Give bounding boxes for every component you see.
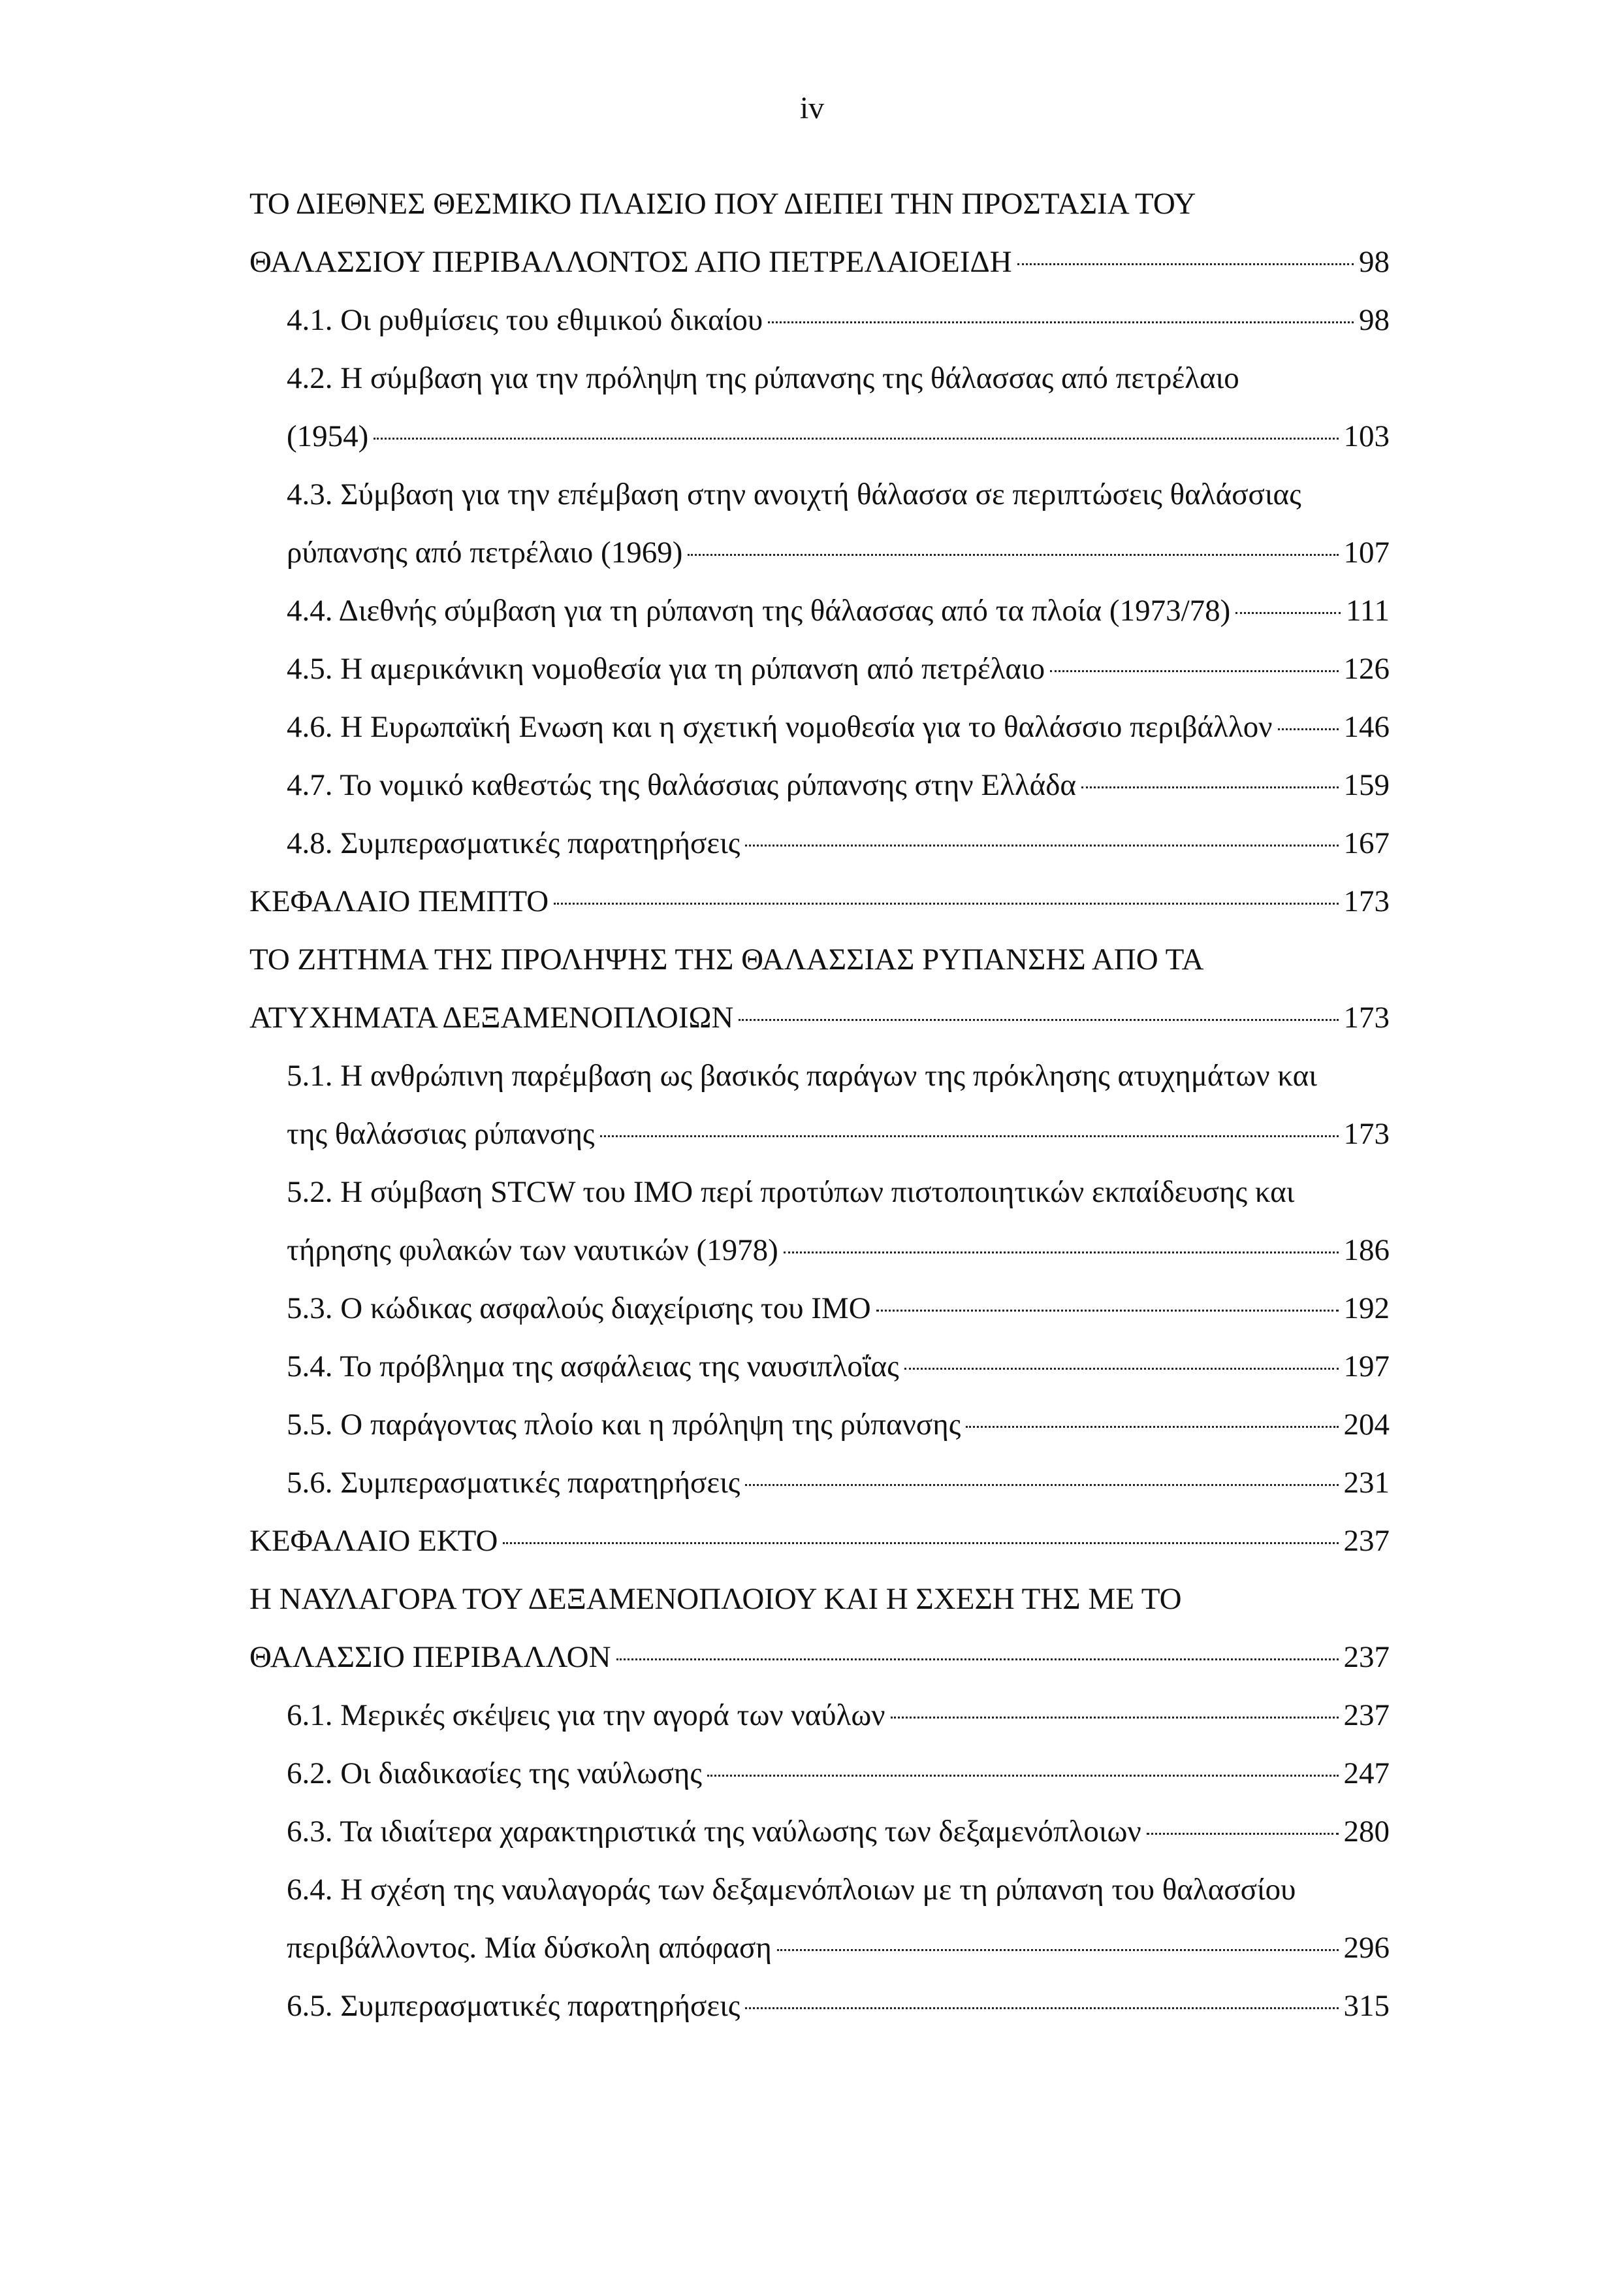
toc-line [249,291,1390,349]
toc-entry-text: 6.4. Η σχέση της ναυλαγοράς των δεξαμενόπλοιων με τη ρύπανση του θαλασσίου [287,1873,1296,1907]
toc-section-entry [249,1861,1390,1977]
dot-leader [904,1368,1339,1370]
toc-page-number: 159 [1343,768,1390,802]
toc-chapter-entry [249,873,1390,931]
toc-line [249,931,1390,989]
toc-line [249,1221,1390,1280]
dot-leader [707,1775,1339,1777]
toc-page-number: 280 [1343,1815,1390,1848]
toc-entry-text: 5.1. Η ανθρώπινη παρέμβαση ως βασικός παράγων της πρόκλησης ατυχημάτων και [287,1059,1317,1093]
toc-line [249,1163,1390,1221]
toc-entry-text: ΚΕΦΑΛΑΙΟ ΕΚΤΟ [249,1524,498,1558]
toc-page-number: 204 [1343,1408,1390,1442]
dot-leader [768,321,1354,323]
toc-entry-text: 6.1. Μερικές σκέψεις για την αγορά των ναύλων [287,1698,885,1732]
toc-page-number: 103 [1343,419,1390,453]
dot-leader [891,1717,1339,1719]
toc-line [249,1512,1390,1570]
toc-section-entry [249,291,1390,349]
toc-line [249,698,1390,756]
toc-section-entry [249,582,1390,640]
dot-leader [554,903,1338,905]
toc-entry-text: τήρησης φυλακών των ναυτικών (1978) [287,1233,778,1267]
dot-leader [876,1310,1339,1312]
dot-leader [1050,670,1338,672]
toc-page-number: 173 [1343,1117,1390,1151]
toc-page-number: 192 [1343,1291,1390,1325]
dot-leader [1278,728,1339,730]
toc-line [249,756,1390,815]
toc-section-entry [249,698,1390,756]
toc-line [249,1280,1390,1338]
toc-chapter-entry [249,1512,1390,1570]
toc-line [249,1454,1390,1512]
toc-entry-text: 5.2. Η σύμβαση STCW του IMO περί προτύπων πιστοποιητικών εκπαίδευσης και [287,1175,1295,1209]
toc-line [249,582,1390,640]
toc-page-number: 186 [1343,1233,1390,1267]
toc-line [249,873,1390,931]
toc-section-entry [249,1687,1390,1745]
toc-line [249,1919,1390,1977]
dot-leader [616,1658,1339,1660]
toc-section-entry [249,1338,1390,1396]
toc-line [249,233,1390,291]
dot-leader [745,2007,1338,2009]
toc-entry-text: της θαλάσσιας ρύπανσης [287,1117,595,1151]
toc-entry-text: Η ΝΑΥΛΑΓΟΡΑ ΤΟΥ ΔΕΞΑΜΕΝΟΠΛΟΙΟΥ ΚΑΙ Η ΣΧΕΣΗ ΤΗΣ ΜΕ ΤΟ [249,1582,1182,1616]
toc-entry-text: 4.3. Σύμβαση για την επέμβαση στην ανοιχτή θάλασσα σε περιπτώσεις θαλάσσιας [287,477,1301,511]
toc-line [249,640,1390,698]
toc-section-entry [249,1163,1390,1280]
toc-entry-text: 4.1. Οι ρυθμίσεις του εθιμικού δικαίου [287,303,763,337]
toc-page-number: 197 [1343,1349,1390,1383]
dot-leader [1235,612,1341,614]
dot-leader [503,1542,1338,1544]
page-number: iv [799,91,825,125]
toc-entry-text: ΚΕΦΑΛΑΙΟ ΠΕΜΠΤΟ [249,884,549,918]
toc-section-entry [249,466,1390,582]
dot-leader [777,1949,1339,1951]
toc-entry-text: ΤΟ ΔΙΕΘΝΕΣ ΘΕΣΜΙΚΟ ΠΛΑΙΣΙΟ ΠΟΥ ΔΙΕΠΕΙ ΤΗΝ ΠΡΟΣΤΑΣΙΑ ΤΟΥ [249,187,1196,221]
toc-line [249,1105,1390,1163]
toc-section-entry [249,640,1390,698]
dot-leader [600,1135,1339,1137]
toc-entry-text: ΤΟ ΖΗΤΗΜΑ ΤΗΣ ΠΡΟΛΗΨΗΣ ΤΗΣ ΘΑΛΑΣΣΙΑΣ ΡΥΠΑΝΣΗΣ ΑΠΟ ΤΑ [249,943,1204,977]
toc-line [249,1977,1390,2035]
toc-page-number: 167 [1343,826,1390,860]
dot-leader [374,438,1338,440]
toc-section-entry [249,1280,1390,1338]
toc-chapter-entry [249,1570,1390,1687]
toc-page-number: 231 [1343,1466,1390,1500]
toc-line [249,1570,1390,1628]
toc-line [249,1803,1390,1861]
toc-section-entry [249,1047,1390,1163]
toc-line [249,989,1390,1047]
dot-leader [784,1251,1339,1253]
dot-leader [1147,1833,1339,1835]
toc-page-number: 315 [1343,1989,1390,2023]
toc-line [249,175,1390,233]
toc-section-entry [249,1803,1390,1861]
toc-entry-text: 6.2. Οι διαδικασίες της ναύλωσης [287,1756,702,1790]
toc-entry-text: ρύπανσης από πετρέλαιο (1969) [287,536,683,570]
toc-entry-text: 4.6. Η Ευρωπαϊκή Ενωση και η σχετική νομοθεσία για το θαλάσσιο περιβάλλον [287,710,1273,744]
toc-section-entry [249,1454,1390,1512]
toc-line [249,466,1390,524]
toc-entry-text: 5.3. Ο κώδικας ασφαλούς διαχείρισης του IMO [287,1291,871,1325]
toc-page-number: 98 [1359,303,1390,337]
toc-section-entry [249,815,1390,873]
toc-line [249,408,1390,466]
toc-entry-text: 4.5. Η αμερικάνικη νομοθεσία για τη ρύπανση από πετρέλαιο [287,652,1045,686]
dot-leader [1017,263,1354,265]
toc-line [249,1861,1390,1919]
dot-leader [745,845,1338,847]
toc-entry-text: περιβάλλοντος. Μία δύσκολη απόφαση [287,1931,772,1965]
toc-section-entry [249,349,1390,466]
toc-entry-text: 4.8. Συμπερασματικές παρατηρήσεις [287,826,740,860]
dot-leader [739,1019,1338,1021]
toc-page-number: 98 [1359,245,1390,279]
toc-page-number: 146 [1343,710,1390,744]
toc-page-number: 173 [1343,884,1390,918]
toc-page-number: 111 [1345,594,1390,628]
toc-page-number: 126 [1343,652,1390,686]
toc-line [249,1628,1390,1687]
toc-entry-text: 5.5. Ο παράγοντας πλοίο και η πρόληψη της ρύπανσης [287,1408,961,1442]
dot-leader [688,554,1338,556]
toc-section-entry [249,756,1390,815]
toc-line [249,1338,1390,1396]
toc-page-number: 107 [1343,536,1390,570]
toc-section-entry [249,1745,1390,1803]
toc-entry-text: ΘΑΛΑΣΣΙΟ ΠΕΡΙΒΑΛΛΟΝ [249,1640,611,1674]
dot-leader [745,1484,1338,1486]
toc-page-number: 296 [1343,1931,1390,1965]
toc-entry-text: ΘΑΛΑΣΣΙΟΥ ΠΕΡΙΒΑΛΛΟΝΤΟΣ ΑΠΟ ΠΕΤΡΕΛΑΙΟΕΙΔΗ [249,245,1012,279]
dot-leader [1081,786,1338,788]
toc-line [249,1047,1390,1105]
toc-entry-text: ΑΤΥΧΗΜΑΤΑ ΔΕΞΑΜΕΝΟΠΛΟΙΩΝ [249,1001,734,1035]
toc-line [249,1687,1390,1745]
toc-entry-text: 4.7. Το νομικό καθεστώς της θαλάσσιας ρύπανσης στην Ελλάδα [287,768,1077,802]
toc-entry-text: 5.6. Συμπερασματικές παρατηρήσεις [287,1466,740,1500]
toc-entry-text: 6.3. Τα ιδιαίτερα χαρακτηριστικά της ναύλωσης των δεξαμενόπλοιων [287,1815,1141,1848]
toc-entry-text: 4.2. Η σύμβαση για την πρόληψη της ρύπανσης της θάλασσας από πετρέλαιο [287,361,1239,395]
toc-entry-text: 4.4. Διεθνής σύμβαση για τη ρύπανση της θάλασσας από τα πλοία (1973/78) [287,594,1231,628]
toc-page-number: 237 [1343,1524,1390,1558]
toc-line [249,1745,1390,1803]
toc-page-number: 247 [1343,1756,1390,1790]
toc-section-entry [249,1396,1390,1454]
toc-section-entry [249,1977,1390,2035]
toc-entry-text: 6.5. Συμπερασματικές παρατηρήσεις [287,1989,740,2023]
toc-chapter-entry [249,175,1390,291]
toc-chapter-entry [249,931,1390,1047]
toc-page-number: 173 [1343,1001,1390,1035]
toc-line [249,815,1390,873]
toc-entry-text: 5.4. Το πρόβλημα της ασφάλειας της ναυσιπλοΐας [287,1349,899,1383]
toc-line [249,1396,1390,1454]
toc-page-number: 237 [1343,1698,1390,1732]
toc-line [249,524,1390,582]
toc-page-number: 237 [1343,1640,1390,1674]
table-of-contents [249,175,1390,2035]
toc-line [249,349,1390,408]
toc-entry-text: (1954) [287,419,369,453]
dot-leader [966,1426,1338,1428]
